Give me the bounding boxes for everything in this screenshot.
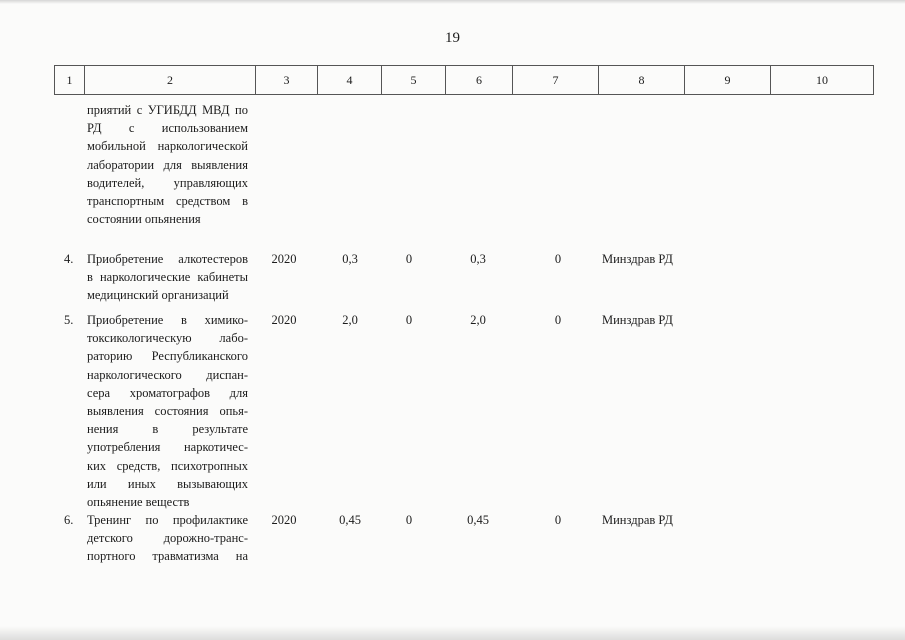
row-col7: 0 xyxy=(554,313,562,327)
row-number: 5. xyxy=(64,313,74,327)
row-year: 2020 xyxy=(271,252,297,266)
row-executor: Минздрав РД xyxy=(602,513,673,527)
description-line: в наркологические кабинеты xyxy=(87,270,248,285)
scan-top-edge xyxy=(0,0,905,4)
row-col4: 0,45 xyxy=(339,513,361,527)
description-line: опьянение веществ xyxy=(87,495,190,510)
row-col6: 0,3 xyxy=(470,252,486,266)
description-line: транспортным средством в xyxy=(87,194,248,209)
header-col-10: 10 xyxy=(771,66,874,94)
header-col-8: 8 xyxy=(599,66,685,94)
header-col-4: 4 xyxy=(318,66,382,94)
description-line: мобильной наркологической xyxy=(87,139,248,154)
description-line: Приобретение алкотестеров xyxy=(87,252,248,266)
table-header-row xyxy=(54,65,874,95)
description-line: водителей, управляющих xyxy=(87,175,248,190)
description-line: ких средств, психотропных xyxy=(87,458,248,473)
table-row-description xyxy=(87,311,248,511)
row-number: 6. xyxy=(64,513,74,527)
header-col-9: 9 xyxy=(685,66,771,94)
table-row-description xyxy=(87,511,248,566)
row-year: 2020 xyxy=(271,513,297,527)
scan-bottom-edge xyxy=(0,626,905,640)
description-line: сера хроматографов для xyxy=(87,385,248,400)
row-col4: 2,0 xyxy=(342,313,358,327)
header-col-2: 2 xyxy=(85,66,256,94)
table-row-description xyxy=(87,250,248,305)
description-line: портного травматизма на xyxy=(87,549,248,564)
description-line: Приобретение в химико- xyxy=(87,313,248,327)
row-col7: 0 xyxy=(554,513,562,527)
row-executor: Минздрав РД xyxy=(602,252,673,266)
row-number: 4. xyxy=(64,252,74,266)
header-col-7: 7 xyxy=(513,66,599,94)
row-col6: 0,45 xyxy=(467,513,489,527)
description-line: токсикологическую лабо- xyxy=(87,331,248,346)
description-line: лаборатории для выявления xyxy=(87,157,248,172)
row-year: 2020 xyxy=(271,313,297,327)
row-col7: 0 xyxy=(554,252,562,266)
page-number: 19 xyxy=(445,30,460,46)
row-col5: 0 xyxy=(405,513,413,527)
row-col5: 0 xyxy=(405,313,413,327)
description-line: РД с использованием xyxy=(87,121,248,136)
description-line: медицинский организаций xyxy=(87,288,229,303)
description-line: раторию Республиканского xyxy=(87,349,248,364)
description-line: употребления наркотичес- xyxy=(87,440,248,455)
row-col6: 2,0 xyxy=(470,313,486,327)
table-row-description xyxy=(87,101,248,228)
description-line: или иных вызывающих xyxy=(87,476,248,491)
description-line: выявления состояния опья- xyxy=(87,404,248,419)
header-col-5: 5 xyxy=(382,66,446,94)
description-line: Тренинг по профилактике xyxy=(87,513,248,527)
row-col4: 0,3 xyxy=(342,252,358,266)
description-line: состоянии опьянения xyxy=(87,212,201,227)
header-col-1: 1 xyxy=(55,66,85,94)
description-line: наркологического диспан- xyxy=(87,367,248,382)
description-line: нения в результате xyxy=(87,422,248,437)
description-line: приятий с УГИБДД МВД по xyxy=(87,103,248,117)
description-line: детского дорожно-транс- xyxy=(87,531,248,546)
row-executor: Минздрав РД xyxy=(602,313,673,327)
header-col-3: 3 xyxy=(256,66,318,94)
row-col5: 0 xyxy=(405,252,413,266)
header-col-6: 6 xyxy=(446,66,513,94)
